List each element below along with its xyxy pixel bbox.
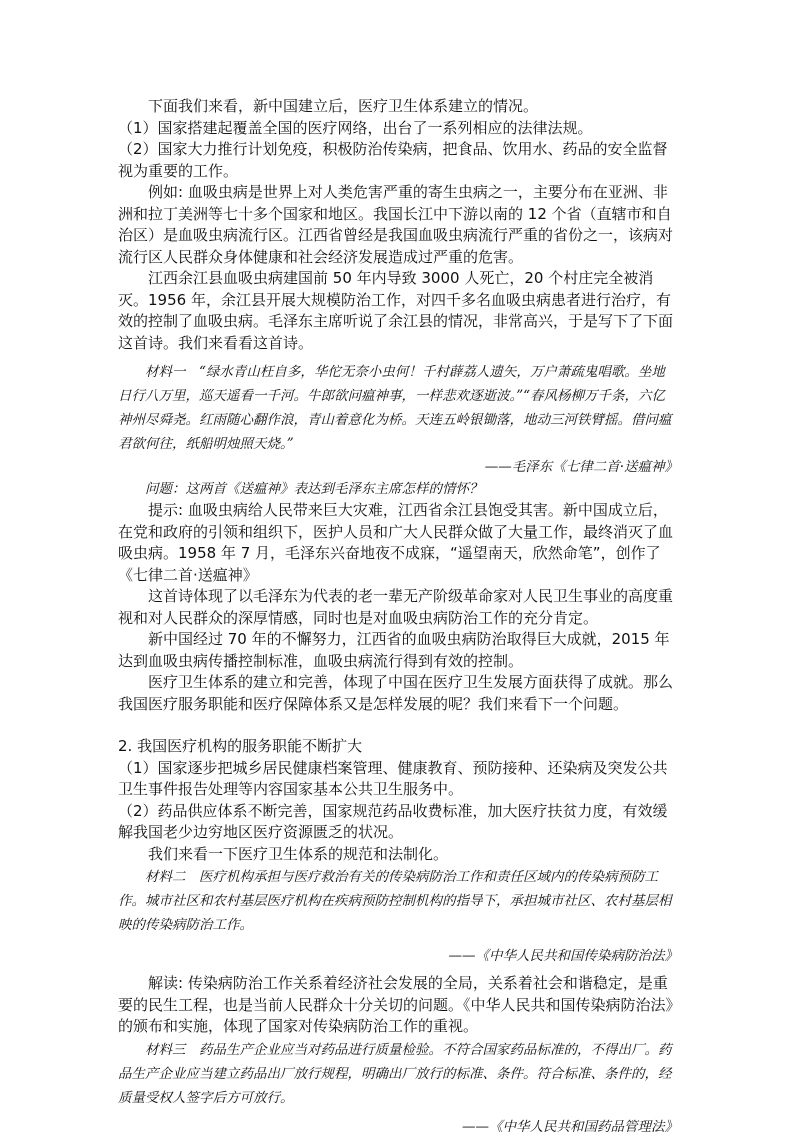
point-1: （1）国家搭建起覆盖全国的医疗网络，出台了一系列相应的法律法规。 — [118, 118, 593, 137]
interpretation-paragraph: 解读: 传染病防治工作关系着经济社会发展的全局，关系着社会和谐稳定，是重要的民生工程，也是当前人民群众十分关切的问题。《中华人民共和国传染病防治法》的颁布和实施，体现了国家对传染病防治工作的重视。 — [118, 974, 674, 1035]
document-page — [118, 96, 678, 1138]
hint-paragraph: 提示: 血吸虫病给人民带来巨大灾难，江西省余江县饱受其害。新中国成立后，在党和政府的引领和组织下，医护人员和广大人民群众做了大量工作，最终消灭了血吸虫病。1958 年 7 月，毛泽东兴奋地夜不成寐，“遥望南天，欣然命笔”，创作了《七律二首·送瘟神》 — [118, 501, 674, 584]
material-3: 材料三 药品生产企业应当对药品进行质量检验。不符合国家药品标准的，不得出厂。药品生产企业应当建立药品出厂放行规程，明确出厂放行的标准、条件。符合标准、条件的，经质量受权人签字后方可放行。 — [118, 1041, 672, 1106]
example-paragraph: 例如: 血吸虫病是世界上对人类危害严重的寄生虫病之一，主要分布在亚洲、非洲和拉丁美洲等七十多个国家和地区。我国长江中下游以南的 12 个省（直辖市和自治区）是血吸虫病流行区。江西省曾经是我国血吸虫病流行严重的省份之一，该病对流行区人民群众身体健康和社会经济发展造成过严重的危害。 — [118, 183, 674, 266]
material-3-source: ——《中华人民共和国药品管理法》 — [462, 1118, 678, 1135]
section-heading: 2. 我国医疗机构的服务职能不断扩大 — [118, 737, 363, 755]
service-point-2: （2）药品供应体系不断完善，国家规范药品收费标准，加大医疗扶贫力度，有效缓解我国老少边穷地区医疗资源匮乏的状况。 — [118, 801, 668, 841]
transition-paragraph: 医疗卫生体系的建立和完善，体现了中国在医疗卫生发展方面获得了成就。那么我国医疗服务职能和医疗保障体系又是怎样发展的呢？我们来看下一个问题。 — [118, 673, 674, 713]
intro-paragraph: 下面我们来看，新中国建立后，医疗卫生体系建立的情况。 — [148, 97, 539, 115]
question: 问题：这两首《送瘟神》表达到毛泽东主席怎样的情怀？ — [145, 481, 483, 497]
material-1-source: ——毛泽东《七律二首·送瘟神》 — [484, 459, 678, 475]
material-2-source: ——《中华人民共和国传染病防治法》 — [448, 948, 678, 964]
poem-meaning-paragraph: 这首诗体现了以毛泽东为代表的老一辈无产阶级革命家对人民卫生事业的高度重视和对人民群众的深厚情感，同时也是对血吸虫病防治工作的充分肯定。 — [118, 587, 674, 627]
achievement-paragraph: 新中国经过 70 年的不懈努力，江西省的血吸虫病防治取得巨大成就，2015 年达到血吸虫病传播控制标准，血吸虫病流行得到有效的控制。 — [118, 630, 670, 670]
legal-intro: 我们来看一下医疗卫生体系的规范和法制化。 — [148, 844, 449, 863]
point-2: （2）国家大力推行计划免疫，积极防治传染病，把食品、饮用水、药品的安全监督视为重要的工作。 — [118, 140, 668, 180]
yujiang-paragraph: 江西余江县血吸虫病建国前 50 年内导致 3000 人死亡，20 个村庄完全被消灭。1956 年，余江县开展大规模防治工作，对四千多名血吸虫病患者进行治疗，有效的控制了血吸虫病。毛泽东主席听说了余江县的情况，非常高兴，于是写下了下面这首诗。我们来看看这首诗。 — [118, 269, 674, 352]
material-1: 材料一 “绿水青山枉自多，华佗无奈小虫何！千村薜荔人遗矢，万户萧疏鬼唱歌。坐地日行八万里，巡天遥看一千河。牛郎欲问瘟神事，一样悲欢逐逝波。”“春风杨柳万千条，六亿神州尽舜尧。红雨随心翻作浪，青山着意化为桥。天连五岭银锄落，地动三河铁臂摇。借问瘟君欲何往，纸船明烛照天烧。” — [118, 364, 672, 452]
material-2: 材料二 医疗机构承担与医疗救治有关的传染病防治工作和责任区域内的传染病预防工作。城市社区和农村基层医疗机构在疾病预防控制机构的指导下，承担城市社区、农村基层相映的传染病防治工作。 — [118, 869, 672, 933]
service-point-1: （1）国家逐步把城乡居民健康档案管理、健康教育、预防接种、还染病及突发公共卫生事件报告处理等内容国家基本公共卫生服务中。 — [118, 758, 668, 798]
